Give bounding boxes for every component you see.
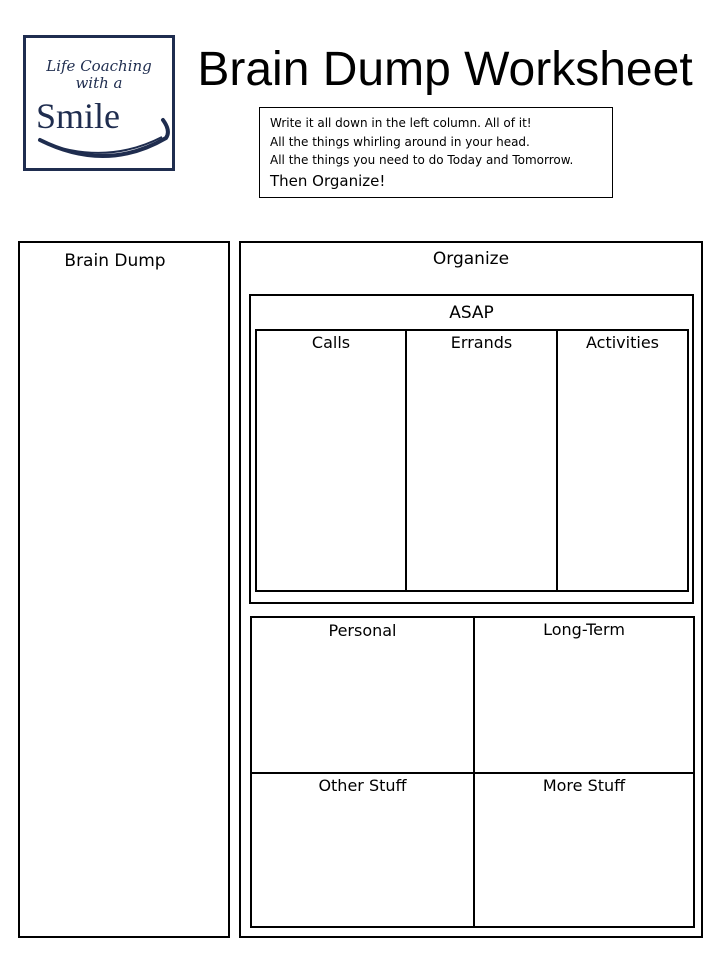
asap-column-header: Errands [450, 333, 513, 352]
organize-label: Organize [432, 249, 510, 269]
personal-cell[interactable] [252, 618, 473, 772]
logo [23, 35, 175, 171]
asap-calls-cell[interactable] [257, 331, 405, 590]
brain-dump-label: Brain Dump [64, 251, 166, 271]
smile-curve-icon [26, 38, 172, 168]
asap-column-header: Calls [311, 333, 351, 352]
logo-word: Smile [36, 96, 121, 136]
grid-divider-horizontal [252, 772, 693, 774]
asap-grid [255, 329, 689, 592]
category-label: More Stuff [542, 776, 626, 795]
page-title: Brain Dump Worksheet [197, 43, 693, 96]
logo-text-line2: with a [75, 74, 123, 92]
instruction-line: All the things whirling around in your head. [270, 134, 530, 149]
category-grid [250, 616, 695, 928]
brain-dump-column[interactable] [18, 241, 230, 938]
asap-activities-cell[interactable] [558, 331, 687, 590]
instructions-box [259, 107, 613, 198]
instruction-line: Write it all down in the left column. All of it! [270, 116, 532, 130]
asap-label: ASAP [449, 303, 494, 323]
other-stuff-cell[interactable] [252, 774, 473, 926]
category-label: Other Stuff [318, 776, 407, 795]
instruction-line: All the things you need to do Today and Tomorrow. [270, 153, 574, 167]
long-term-cell[interactable] [475, 618, 693, 772]
logo-text-line1: Life Coaching [46, 57, 152, 75]
category-label: Personal [328, 621, 397, 640]
category-label: Long-Term [543, 620, 625, 639]
asap-errands-cell[interactable] [407, 331, 556, 590]
instruction-line-emphasis: Then Organize! [270, 171, 386, 190]
asap-column-header: Activities [586, 333, 659, 352]
more-stuff-cell[interactable] [475, 774, 693, 926]
